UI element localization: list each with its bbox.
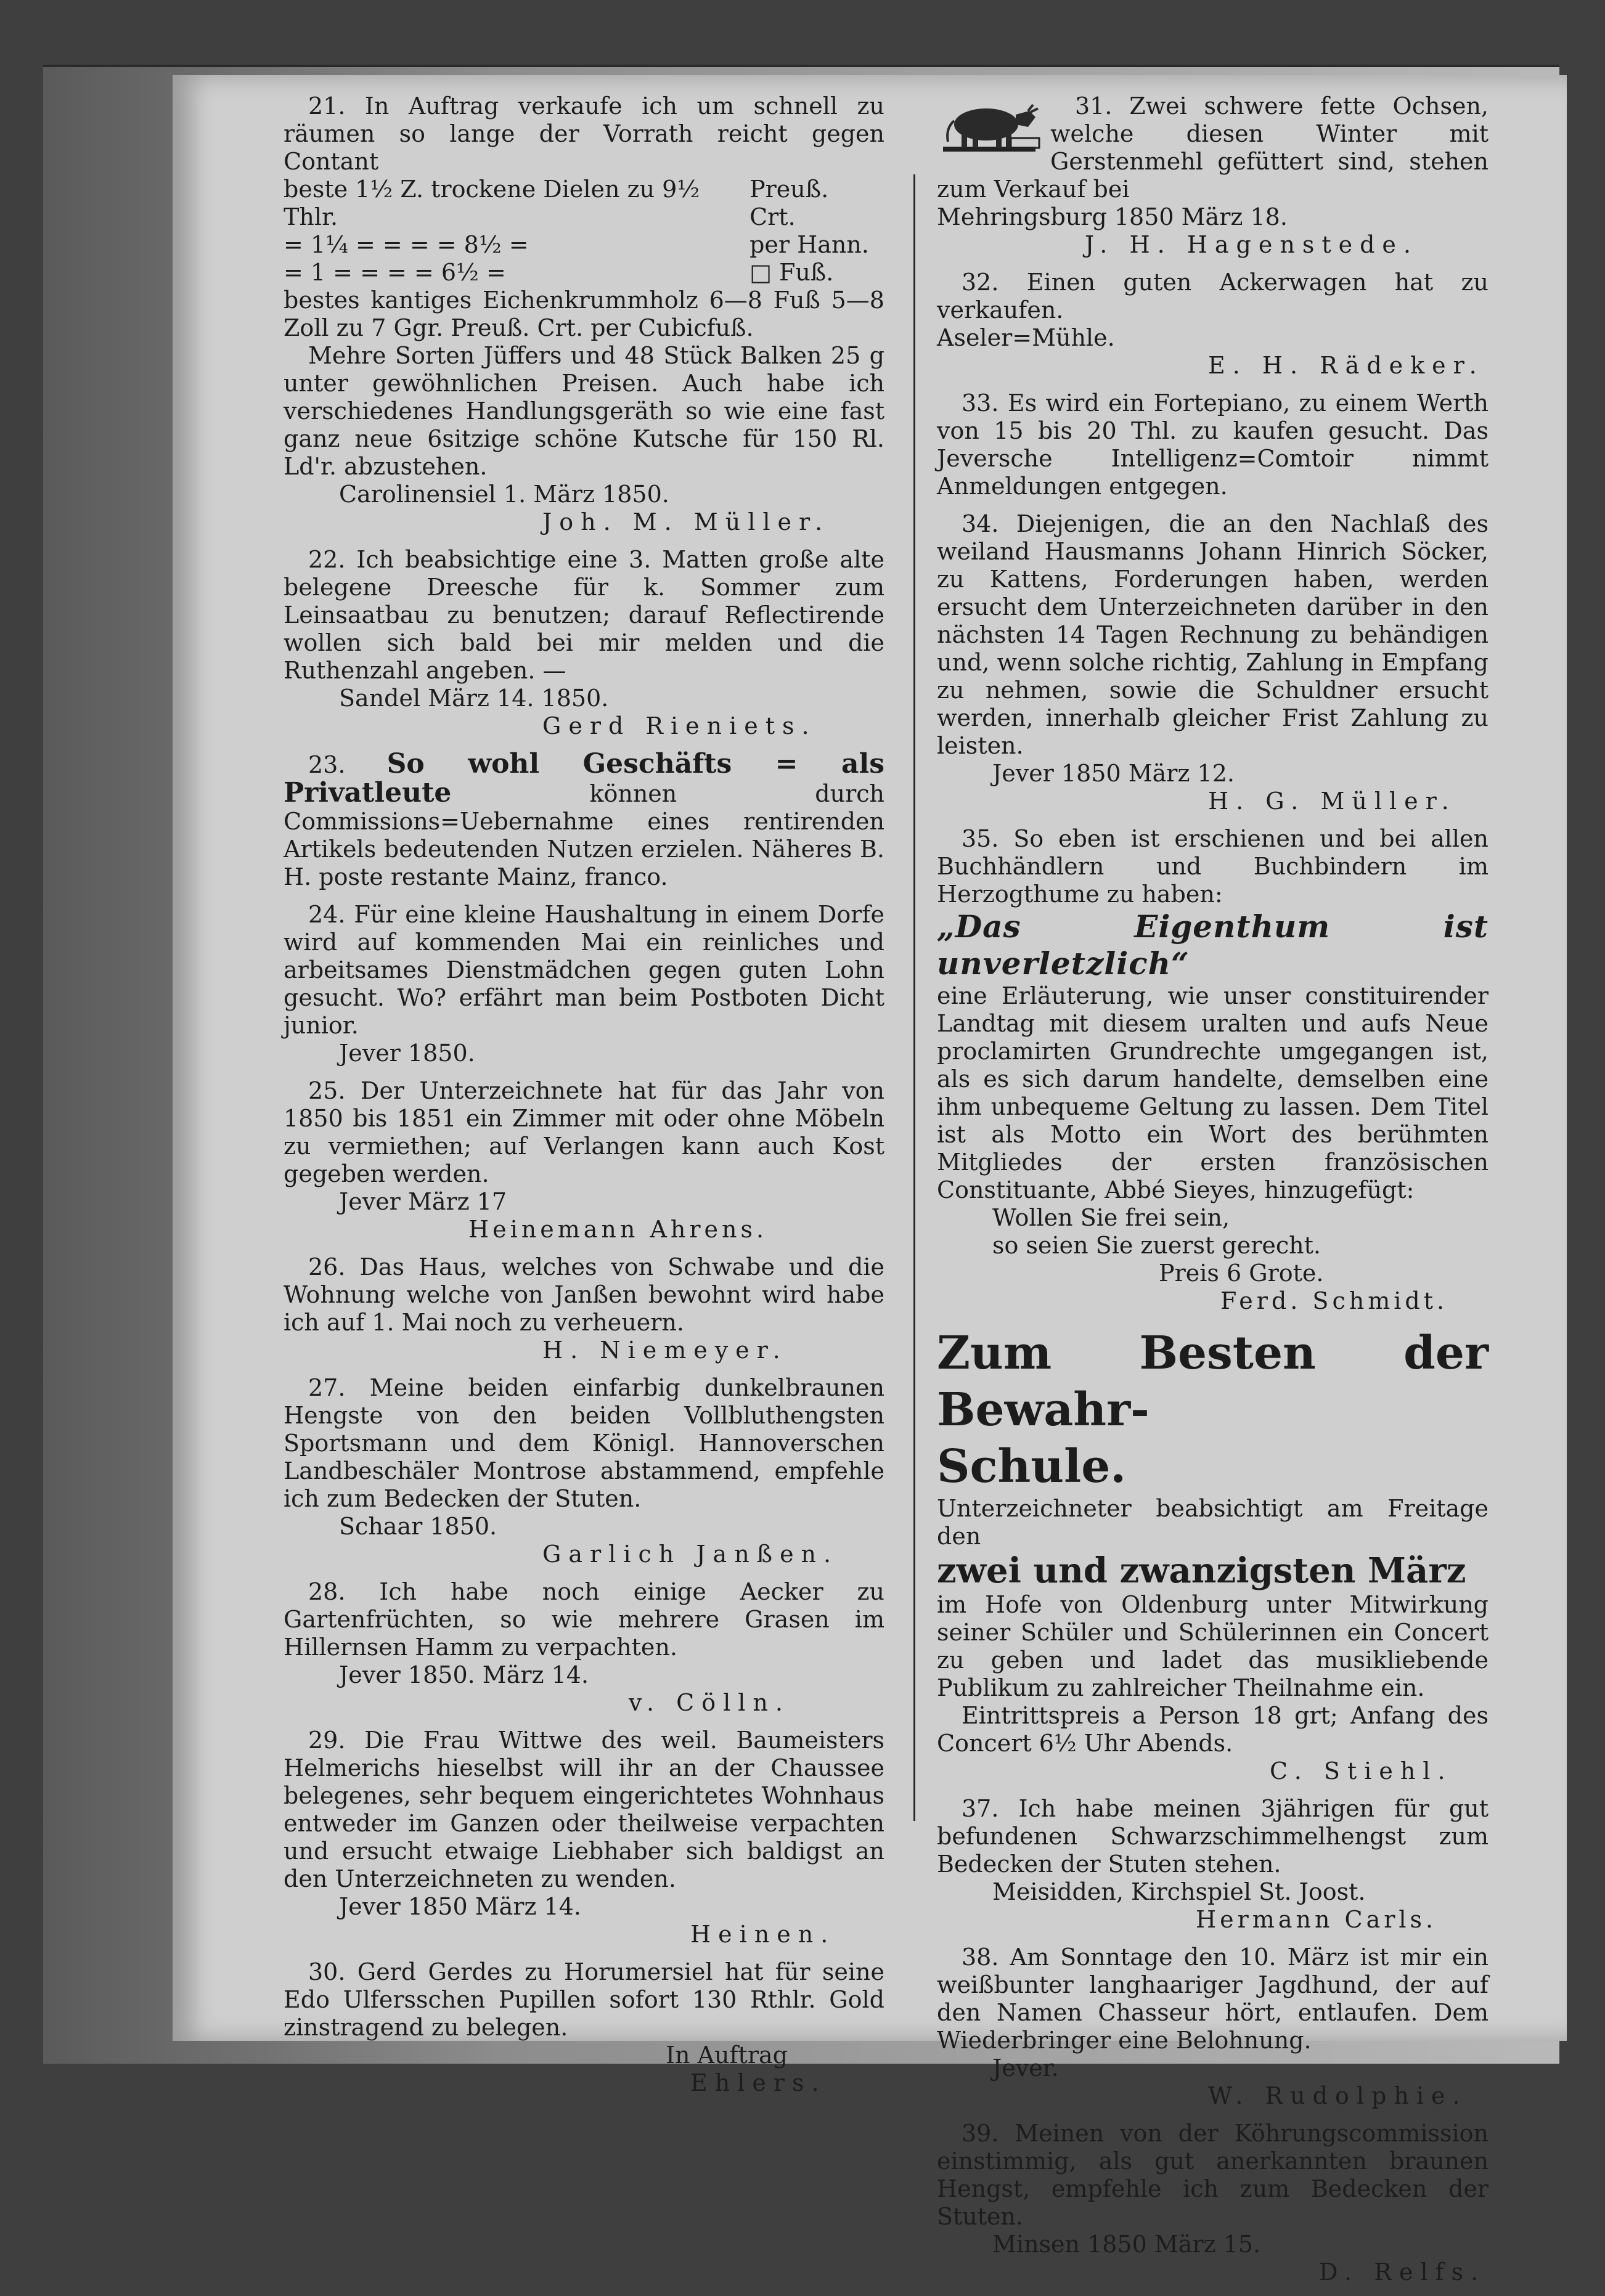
ad-23 — [284, 750, 884, 891]
ad-text: 22. Ich beabsichtige eine 3. Matten große alte belegene Dreesche für k. Sommer zum Leinsaatbau zu benutzen; darauf Reflectirende wollen sich bald bei mir melden und die Ruthenzahl angeben. — — [284, 546, 884, 684]
ad-text: 31. Zwei schwere fette Ochsen, welche diesen Winter mit Gerstenmehl gefüttert sind, stehen zum Verkauf bei — [937, 92, 1489, 203]
lumber-price-table — [284, 176, 884, 287]
table-cell: □ Fuß. — [749, 259, 834, 286]
concert-title-2: Schule. — [937, 1440, 1127, 1493]
ad-signature: Joh. M. Müller. — [542, 508, 830, 535]
ad-signature: Garlich Janßen. — [542, 1541, 839, 1568]
ad-signature: Heinen. — [690, 1921, 836, 1948]
ad-signature: Heinemann Ahrens. — [468, 1216, 768, 1243]
ad-text: 26. Das Haus, welches von Schwabe und die Wohnung welche von Janßen bewohnt wird habe ich auf 1. Mai noch zu verheuern. — [284, 1253, 884, 1336]
ad-text: 34. Diejenigen, die an den Nachlaß des weiland Hausmanns Johann Hinrich Söcker, zu Kattens, Forderungen haben, werden ersucht dem Unterzeichneten darüber in den nächsten 14 Tagen Rechnung zu behändigen und, wenn solche richtig, Zahlung in Empfang zu nehmen, sowie die Schuldner ersucht werden, innerhalb gleicher Frist Zahlung zu leisten. — [937, 510, 1489, 759]
ad-text: im Hofe von Oldenburg unter Mitwirkung seiner Schüler und Schülerinnen ein Concert zu geben und ladet das musikliebende Publikum zu zahlreicher Theilnahme ein. — [937, 1591, 1489, 1701]
ad-place: Sandel März 14. 1850. — [339, 685, 609, 712]
column-divider — [913, 174, 915, 1821]
table-cell: Preuß. Crt. — [749, 176, 829, 230]
ad-text: 29. Die Frau Wittwe des weil. Baumeisters Helmerichs hieselbst will ihr an der Chaussee belegenes, sehr bequem eingerichtetes Wohnhaus entweder im Ganzen oder theilweise verpachten und ersucht etwaige Liebhaber sich baldigst an den Unterzeichneten zu wenden. — [284, 1727, 884, 1892]
ad-text: 21. In Auftrag verkaufe ich um schnell zu räumen so lange der Vorrath reicht gegen Contant — [284, 92, 884, 175]
table-cell: beste 1½ Z. trockene Dielen zu 9½ Thlr. — [284, 176, 700, 230]
ad-signature: v. Cölln. — [629, 1689, 790, 1716]
ad-signature: Ferd. Schmidt. — [1220, 1287, 1448, 1314]
ad-25 — [284, 1077, 884, 1244]
ad-place: Carolinensiel 1. März 1850. — [339, 481, 669, 508]
ad-text: 39. Meinen von der Köhrungscommission einstimmig, als gut anerkannten braunen Hengst, empfehle ich zum Bedecken der Stuten. — [937, 2120, 1489, 2230]
ad-place: Meisidden, Kirchspiel St. Joost. — [992, 1878, 1366, 1905]
ad-signature: H. G. Müller. — [1208, 788, 1456, 815]
ad-text: Eintrittspreis a Person 18 grt; Anfang des Concert 6½ Uhr Abends. — [937, 1702, 1489, 1757]
ad-signature: C. Stiehl. — [1270, 1757, 1453, 1785]
ad-bold-heading: So wohl Geschäfts = als Privatleute — [284, 748, 884, 808]
ad-39 — [937, 2120, 1489, 2286]
ad-place: Jever 1850. — [339, 1040, 475, 1067]
ad-place: Schaar 1850. — [339, 1513, 497, 1540]
ad-26 — [284, 1253, 884, 1364]
ad-35 — [937, 825, 1489, 1315]
ad-place: Jever. — [992, 2054, 1059, 2082]
right-column — [937, 92, 1489, 2296]
ad-signature: Gerd Rieniets. — [542, 712, 817, 739]
ad-36 — [937, 1325, 1489, 1785]
ad-32 — [937, 269, 1489, 380]
left-column — [284, 92, 884, 2107]
ad-text: Mehre Sorten Jüffers und 48 Stück Balken 25 g unter gewöhnlichen Preisen. Auch habe ich verschiedenes Handlungsgeräth so wie eine fast ganz neue 6sitzige schöne Kutsche für 150 Rl. Ld'r. abzustehen. — [284, 342, 884, 480]
ad-28 — [284, 1578, 884, 1717]
ad-signature: D. Relfs. — [1319, 2258, 1486, 2286]
ad-text: 24. Für eine kleine Haushaltung in einem Dorfe wird auf kommenden Mai ein reinliches und arbeitsames Dienstmädchen gegen guten Lohn gesucht. Wo? erfährt man beim Postboten Dicht junior. — [284, 901, 884, 1039]
ad-text: In Auftrag — [666, 2042, 788, 2069]
concert-date: zwei und zwanzigsten März — [937, 1550, 1466, 1591]
ad-text: 32. Einen guten Ackerwagen hat zu verkaufen. — [937, 269, 1489, 324]
ad-text: 25. Der Unterzeichnete hat für das Jahr von 1850 bis 1851 ein Zimmer mit oder ohne Möbeln zu vermiethen; auf Verlangen kann auch Kost gegeben werden. — [284, 1077, 884, 1187]
ad-text: 28. Ich habe noch einige Aecker zu Gartenfrüchten, so wie mehrere Grasen im Hillernsen Hamm zu verpachten. — [284, 1578, 884, 1661]
ad-33 — [937, 389, 1489, 500]
ad-text — [284, 750, 884, 891]
ad-text: 27. Meine beiden einfarbig dunkelbraunen Hengste von den beiden Vollbluthengsten Sportsmann und dem Königl. Hannoverschen Landbeschäler Montrose abstammend, empfehle ich zum Bedecken der Stuten. — [284, 1374, 884, 1512]
ad-place: Jever 1850 März 14. — [339, 1893, 581, 1920]
ad-22 — [284, 546, 884, 740]
ad-text: eine Erläuterung, wie unser constituirender Landtag mit diesem uralten und aufs Neue proclamirten Grundrechte umgegangen ist, als es sich darum handelte, demselben eine ihm unbequeme Geltung zu lassen. Dem Titel ist als Motto ein Wort des berühmten Mitgliedes der ersten französischen Constituante, Abbé Sieyes, hinzugefügt: — [937, 982, 1489, 1203]
ad-place: Mehringsburg 1850 März 18. — [937, 203, 1288, 230]
ad-price: Preis 6 Grote. — [1159, 1260, 1324, 1287]
ad-30 — [284, 1958, 884, 2097]
ad-27 — [284, 1374, 884, 1568]
motto-line: so seien Sie zuerst gerecht. — [992, 1232, 1321, 1259]
ad-text: 30. Gerd Gerdes zu Horumersiel hat für seine Edo Ulfersschen Pupillen sofort 130 Rthlr. Gold zinstragend zu belegen. — [284, 1958, 884, 2041]
ad-37 — [937, 1795, 1489, 1934]
table-row — [284, 176, 884, 231]
ad-21 — [284, 92, 884, 536]
table-cell: per Hann. — [749, 231, 869, 258]
ad-signature: Ehlers. — [690, 2069, 827, 2096]
ad-text: 33. Es wird ein Fortepiano, zu einem Werth von 15 bis 20 Thl. zu kaufen gesucht. Das Jeversche Intelligenz=Comtoir nimmt Anmeldungen entgegen. — [937, 389, 1489, 500]
table-cell: = 1 = = = = 6½ = — [284, 259, 506, 286]
ad-signature: W. Rudolphie. — [1208, 2082, 1468, 2109]
ad-signature: H. Niemeyer. — [542, 1337, 788, 1364]
ad-body: können durch Commissions=Uebernahme eines rentirenden Artikels bedeutenden Nutzen erzielen. Näheres B. H. poste restante Mainz, franco. — [284, 780, 884, 890]
ox-icon — [937, 92, 1042, 160]
ad-place: Jever März 17 — [339, 1188, 507, 1215]
ad-place: Aseler=Mühle. — [937, 324, 1115, 351]
ad-text: Unterzeichneter beabsichtigt am Freitage den — [937, 1495, 1489, 1550]
ad-number: 23. — [308, 751, 346, 778]
ad-24 — [284, 901, 884, 1067]
ad-34 — [937, 510, 1489, 815]
ad-place: Jever 1850 März 12. — [992, 760, 1235, 787]
book-title-headline: „Das Eigenthum ist unverletzlich“ — [937, 908, 1489, 982]
ad-place: Minsen 1850 März 15. — [992, 2231, 1261, 2258]
table-cell: = 1¼ = = = = 8½ = — [284, 231, 529, 258]
table-row — [284, 259, 884, 287]
ad-31 — [937, 92, 1489, 259]
ad-text: 35. So eben ist erschienen und bei allen Buchhändlern und Buchbindern im Herzogthume zu haben: — [937, 825, 1489, 908]
ad-place: Jever 1850. März 14. — [339, 1661, 589, 1688]
ad-29 — [284, 1727, 884, 1948]
table-row — [284, 231, 884, 259]
ad-text: 38. Am Sonntage den 10. März ist mir ein weißbunter langhaariger Jagdhund, der auf den Namen Chasseur hört, entlaufen. Dem Wiederbringer eine Belohnung. — [937, 1944, 1489, 2054]
ad-signature: Hermann Carls. — [1196, 1906, 1437, 1933]
ad-38 — [937, 1944, 1489, 2110]
motto-line: Wollen Sie frei sein, — [992, 1204, 1230, 1231]
ad-signature: E. H. Rädeker. — [1208, 352, 1484, 379]
concert-title: Zum Besten der Bewahr- — [937, 1327, 1489, 1436]
ad-text: 37. Ich habe meinen 3jährigen für gut befundenen Schwarzschimmelhengst zum Bedecken der Stuten stehen. — [937, 1795, 1489, 1878]
ad-text: bestes kantiges Eichenkrummholz 6—8 Fuß 5—8 Zoll zu 7 Ggr. Preuß. Crt. per Cubicfuß. — [284, 287, 884, 341]
ad-signature: J. H. Hagenstede. — [1085, 231, 1418, 258]
